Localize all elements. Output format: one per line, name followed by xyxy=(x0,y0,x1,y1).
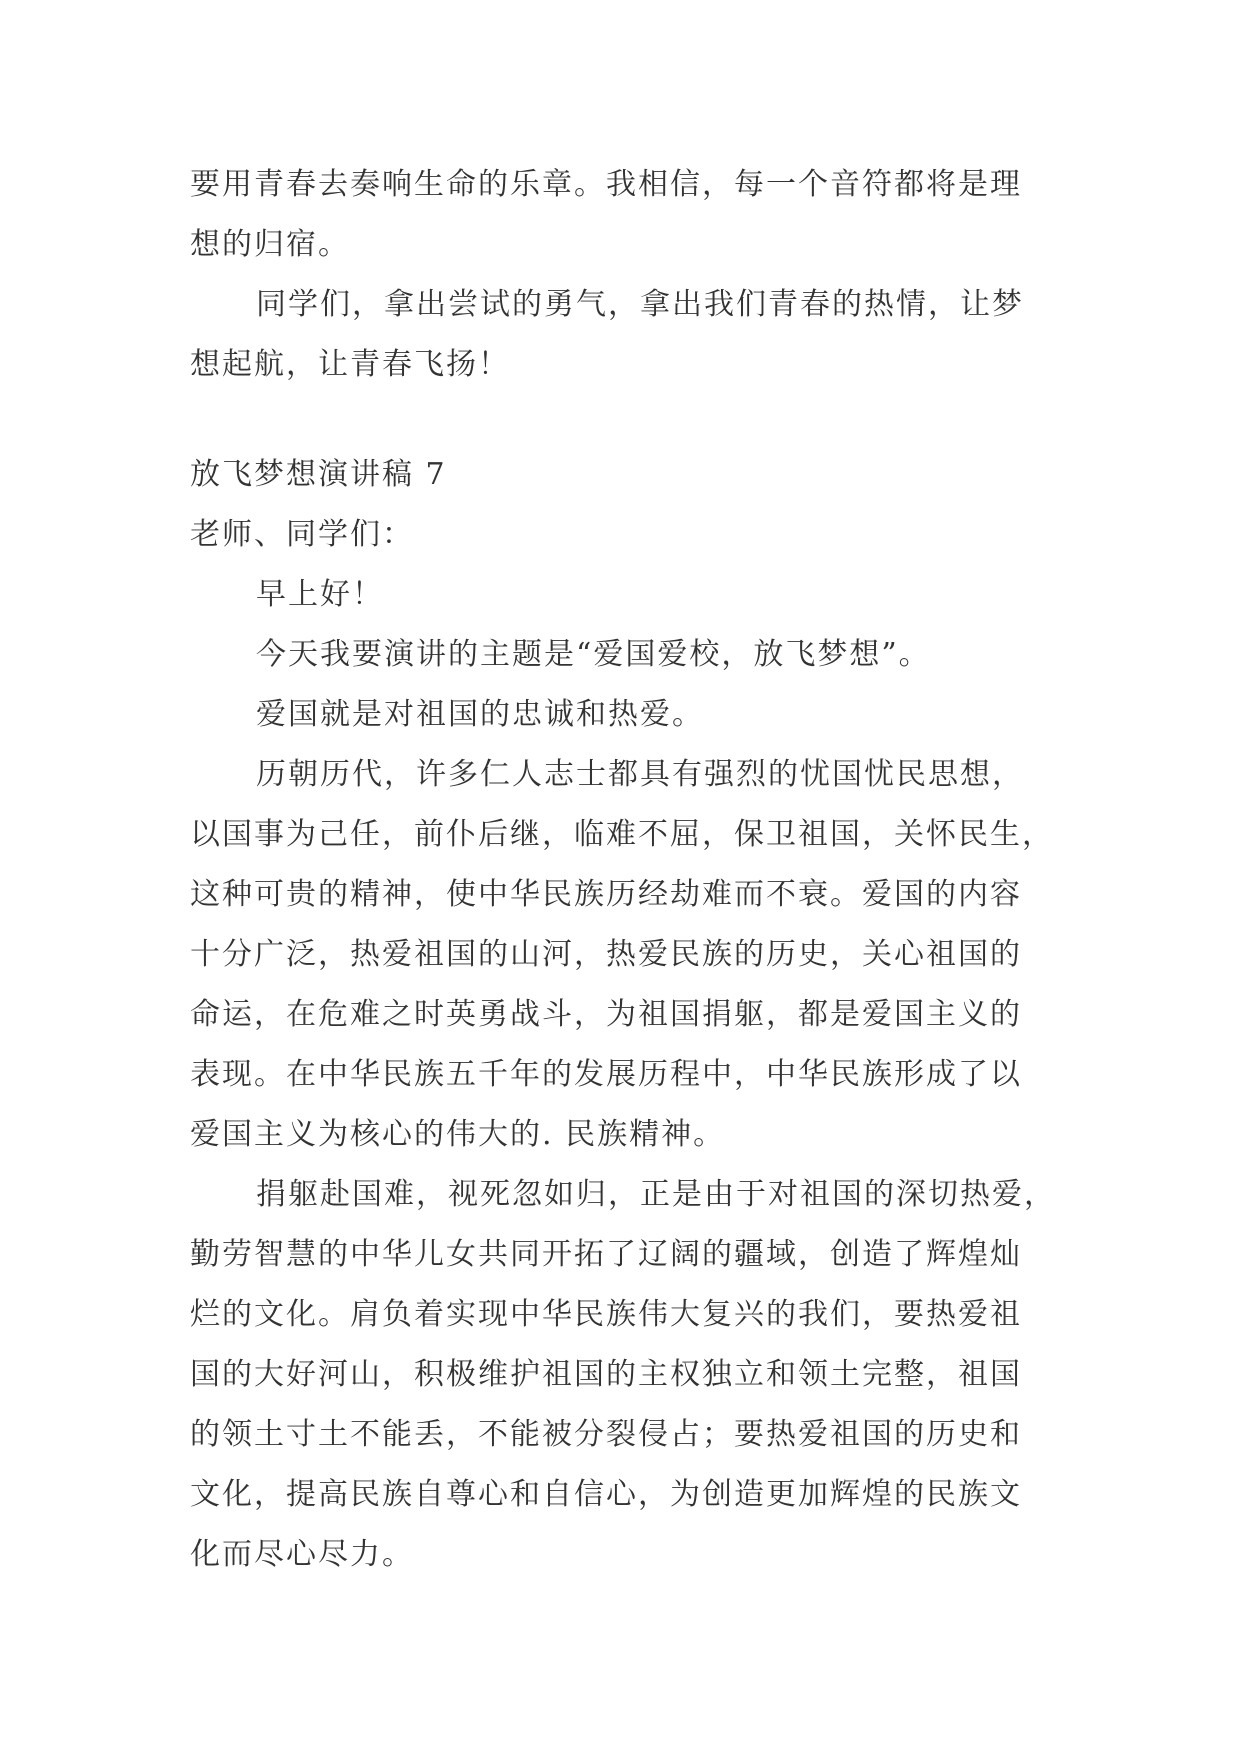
paragraph-line: 历朝历代，许多仁人志士都具有强烈的忧国忧民思想， xyxy=(256,757,1024,792)
paragraph-line: 的领土寸土不能丢，不能被分裂侵占；要热爱祖国的历史和 xyxy=(190,1417,1022,1452)
paragraph-line: 表现。在中华民族五千年的发展历程中，中华民族形成了以 xyxy=(190,1057,1022,1092)
salutation: 老师、同学们： xyxy=(190,517,414,552)
paragraph-line: 勤劳智慧的中华儿女共同开拓了辽阔的疆域，创造了辉煌灿 xyxy=(190,1237,1022,1272)
section-title: 放飞梦想演讲稿 7 xyxy=(190,457,447,492)
paragraph-line: 国的大好河山，积极维护祖国的主权独立和领土完整，祖国 xyxy=(190,1357,1022,1392)
paragraph-line: 这种可贵的精神，使中华民族历经劫难而不衰。爱国的内容 xyxy=(190,877,1022,912)
paragraph-line: 以国事为己任，前仆后继，临难不屈，保卫祖国，关怀民生， xyxy=(190,817,1054,852)
paragraph-line: 化而尽心尽力。 xyxy=(190,1537,414,1572)
paragraph-line: 捐躯赴国难，视死忽如归，正是由于对祖国的深切热爱， xyxy=(256,1177,1056,1212)
greeting: 早上好！ xyxy=(256,577,384,612)
paragraph-line: 想起航，让青春飞扬！ xyxy=(190,347,510,382)
paragraph-line: 十分广泛，热爱祖国的山河，热爱民族的历史，关心祖国的 xyxy=(190,937,1022,972)
definition-line: 爱国就是对祖国的忠诚和热爱。 xyxy=(256,697,704,732)
topic-line: 今天我要演讲的主题是“爱国爱校，放飞梦想”。 xyxy=(256,637,931,672)
paragraph-line: 烂的文化。肩负着实现中华民族伟大复兴的我们，要热爱祖 xyxy=(190,1297,1022,1332)
paragraph-line: 要用青春去奏响生命的乐章。我相信，每一个音符都将是理 xyxy=(190,167,1022,202)
paragraph-line: 命运，在危难之时英勇战斗，为祖国捐躯，都是爱国主义的 xyxy=(190,997,1022,1032)
paragraph-line: 同学们，拿出尝试的勇气，拿出我们青春的热情，让梦 xyxy=(256,287,1024,322)
paragraph-line: 文化，提高民族自尊心和自信心，为创造更加辉煌的民族文 xyxy=(190,1477,1022,1512)
paragraph-line: 想的归宿。 xyxy=(190,227,350,262)
paragraph-line: 爱国主义为核心的伟大的. 民族精神。 xyxy=(190,1117,726,1152)
